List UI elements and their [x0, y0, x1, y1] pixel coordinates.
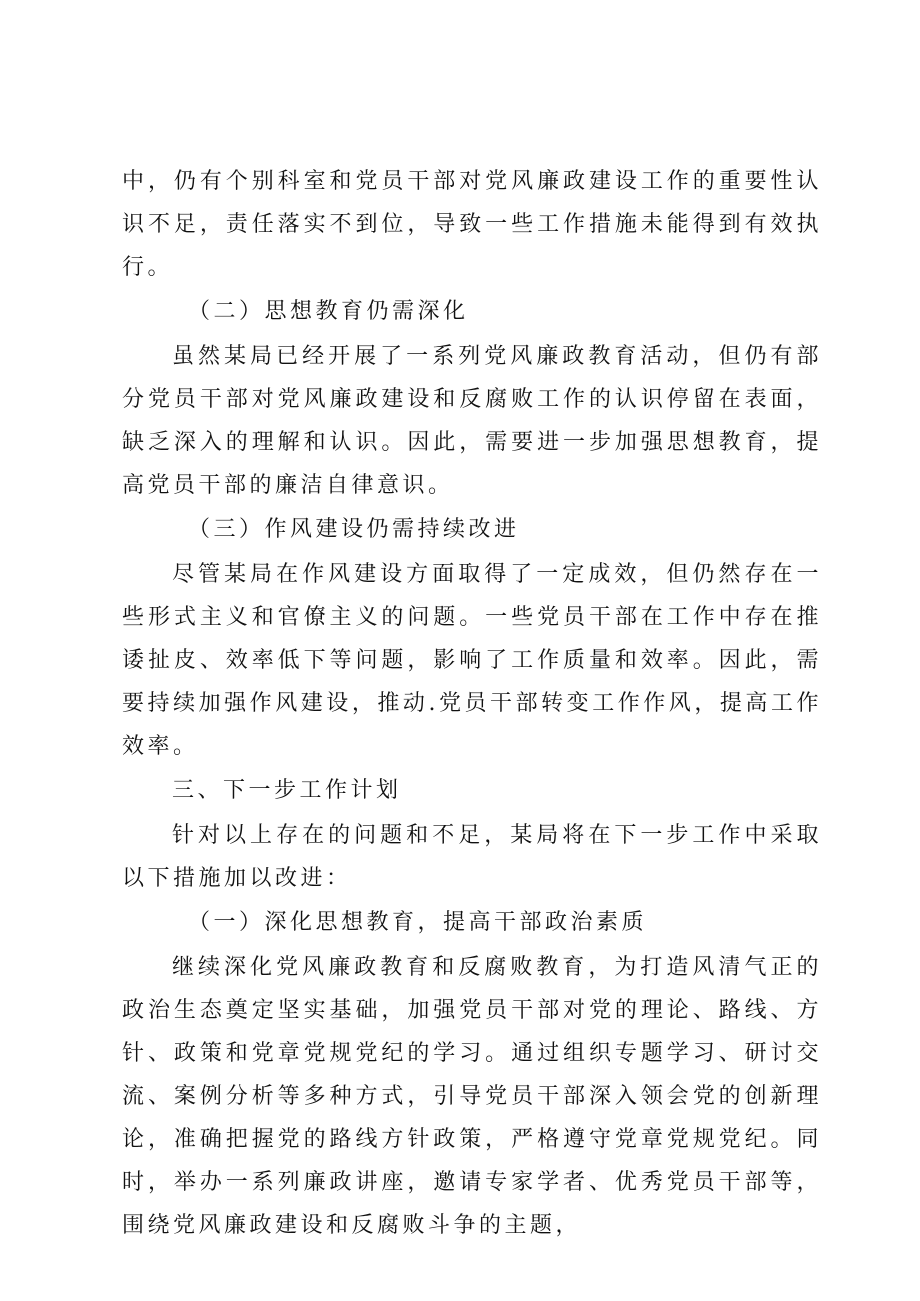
body-paragraph: 尽管某局在作风建设方面取得了一定成效，但仍然存在一些形式主义和官僚主义的问题。一些党员干部在工作中存在推诿扯皮、效率低下等问题，影响了工作质量和效率。因此，需要持续加强作风建设，推动.党员干部转变工作作风，提高工作效率。 — [122, 562, 822, 759]
subheading: （二）思想教育仍需深化 — [188, 299, 469, 324]
body-paragraph: 虽然某局已经开展了一系列党风廉政教育活动，但仍有部分党员干部对党风廉政建设和反腐败工作的认识停留在表面，缺乏深入的理解和认识。因此，需要进一步加强思想教育，提高党员干部的廉洁自律意识。 — [122, 344, 822, 498]
body-paragraph: 继续深化党风廉政教育和反腐败教育，为打造风清气正的政治生态奠定坚实基础，加强党员干部对党的理论、路线、方针、政策和党章党规党纪的学习。通过组织专题学习、研讨交流、案例分析等多种方式，引导党员干部深入领会党的创新理论，准确把握党的路线方针政策，严格遵守党章党规党纪。同时，举办一系列廉政讲座，邀请专家学者、优秀党员干部等，围绕党风廉政建设和反腐败斗争的主题， — [122, 955, 822, 1238]
document-body — [122, 160, 822, 1247]
subheading: （三）作风建设仍需持续改进 — [188, 517, 520, 542]
body-paragraph: 针对以上存在的问题和不足，某局将在下一步工作中采取以下措施加以改进： — [122, 823, 822, 891]
section-heading: 三、下一步工作计划 — [172, 778, 402, 803]
body-paragraph: 中，仍有个别科室和党员干部对党风廉政建设工作的重要性认识不足，责任落实不到位，导致一些工作措施未能得到有效执行。 — [122, 169, 822, 280]
subheading: （一）深化思想教育，提高干部政治素质 — [188, 910, 648, 935]
